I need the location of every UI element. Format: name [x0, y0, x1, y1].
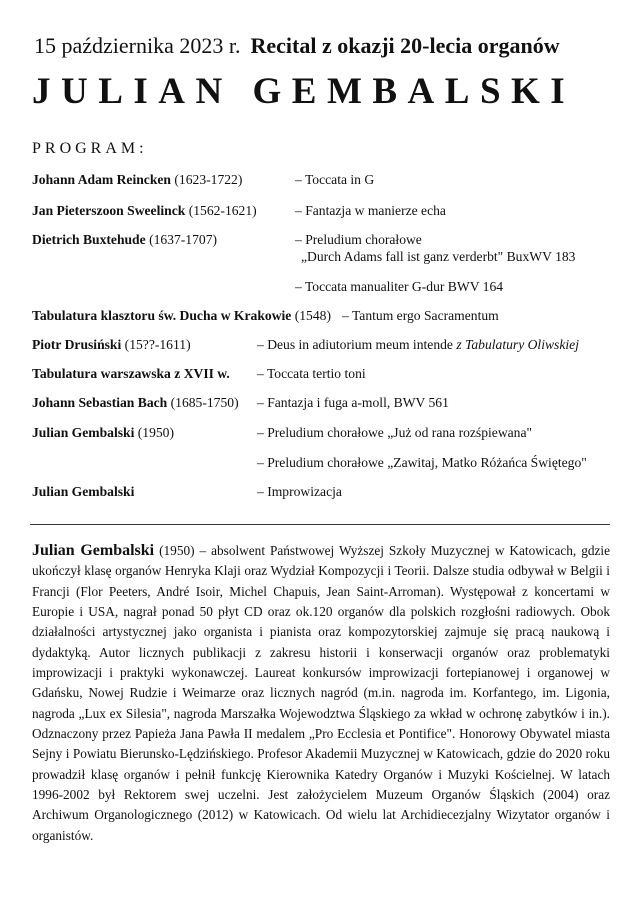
composer-name: Piotr Drusiński: [32, 337, 122, 352]
composer: [32, 232, 217, 248]
composer-name: Johann Sebastian Bach: [32, 395, 168, 410]
piece-title: [257, 337, 579, 353]
bio-name: Julian Gembalski: [32, 542, 155, 559]
composer-dates: (1685-1750): [170, 395, 239, 410]
piece-title: – Preludium chorałowe: [295, 232, 422, 247]
composer: [32, 203, 257, 219]
composer-name: Jan Pieterszoon Sweelinck: [32, 203, 186, 218]
composer: [32, 484, 134, 500]
biography-paragraph: [32, 541, 610, 846]
event-title: Recital z okazji 20-lecia organów: [250, 33, 560, 58]
composer-name: Julian Gembalski: [32, 425, 135, 440]
composer-name: Tabulatura warszawska z XVII w.: [32, 366, 230, 381]
piece-title: – Fantazja w manierze echa: [295, 203, 446, 218]
composer-name: Julian Gembalski: [32, 484, 135, 499]
piece-text: – Deus in adiutorium meum intende: [257, 337, 453, 352]
piece-title: – Improwizacja: [257, 484, 342, 499]
composer: [32, 308, 331, 324]
performer-name: JULIAN GEMBALSKI: [32, 71, 576, 112]
composer-dates: (15??-1611): [124, 337, 191, 352]
bio-text: (1950) – absolwent Państwowej Wyższej Szkoły Muzycznej w Katowicach, gdzie ukończył klasę organów Henryka Klaji oraz Wydział Kompozycji i Teorii. Dalsze studia odbywał w Belgii i Francji (Flor Peeters, André Isoir, Michel Chapuis, Jean Saint-Arroman). Występował z koncertami w Europie i USA, nagrał ponad 50 płyt CD oraz ok.120 organów dla polskich rozgłośni radiowych. Obok działalności artystycznej jako organista i pianista oraz kompozytorskiej zajmuje się pracą naukową i dydaktyką. Autor licznych publikacji z zakresu historii i konserwacji organów oraz problematyki improwizacji i praktyki wykonawczej. Laureat konkursów improwizacji fortepianowej i organowej w Gdańsku, Nowej Rudzie i Weimarze oraz licznych nagród (m.in. nagroda im. Korfantego, im. Ligonia, nagroda „Lux ex Silesia", nagroda Marszałka Wojewodztwa Śląskiego za wkład w ochronę zabytków i in.). Odznaczony przez Papieża Jana Pawła II medalem „Pro Ecclesia et Pontifice". Honorowy Obywatel miasta Sejny i Powiatu Bierunsko-Lędzińskiego. Profesor Akademii Muzycznej w Katowicach, gdzie do 2020 roku prowadził klasę organów i pełnił funkcję Kierownika Katedry Organów i Muzyki Kościelnej. W latach 1996-2002 był Rektorem swej uczelni. Jest założycielem Muzeum Organów Śląskich (2004) oraz Archiwum Organologicznego (2012) w Katowicach. Od wielu lat Archidiecezjalny Wizytator organów i organistów.: [32, 543, 610, 843]
piece-source: z Tabulatury Oliwskiej: [456, 337, 579, 352]
piece-title: – Toccata manualiter G-dur BWV 164: [295, 279, 504, 294]
composer-name: Johann Adam Reincken: [32, 172, 171, 187]
header-line: [34, 33, 560, 59]
composer: [32, 425, 174, 441]
composer: [32, 172, 242, 188]
piece-title: – Preludium chorałowe „Zawitaj, Matko Różańca Świętego": [257, 455, 587, 470]
piece-title: – Toccata in G: [295, 172, 375, 187]
composer-dates: (1562-1621): [188, 203, 257, 218]
composer-dates: (1950): [137, 425, 175, 440]
concert-date: 15 października 2023 r.: [34, 33, 241, 58]
composer: [32, 395, 239, 411]
composer: [32, 337, 191, 353]
piece-title: – Fantazja i fuga a-moll, BWV 561: [257, 395, 449, 410]
piece-title-continued: „Durch Adams fall ist ganz verderbt" BuxWV 183: [301, 249, 576, 264]
piece-title: – Toccata tertio toni: [257, 366, 366, 381]
composer-dates: (1623-1722): [174, 172, 243, 187]
section-divider: [30, 524, 610, 525]
composer-name: Dietrich Buxtehude: [32, 232, 146, 247]
piece-title: – Preludium chorałowe „Już od rana rozśpiewana": [257, 425, 533, 440]
program-heading: PROGRAM:: [32, 140, 148, 157]
composer-dates: (1548): [294, 308, 331, 323]
composer-name: Tabulatura klasztoru św. Ducha w Krakowie: [32, 308, 292, 323]
composer-dates: (1637-1707): [149, 232, 218, 247]
piece-title: – Tantum ergo Sacramentum: [342, 308, 499, 323]
composer: [32, 366, 230, 382]
